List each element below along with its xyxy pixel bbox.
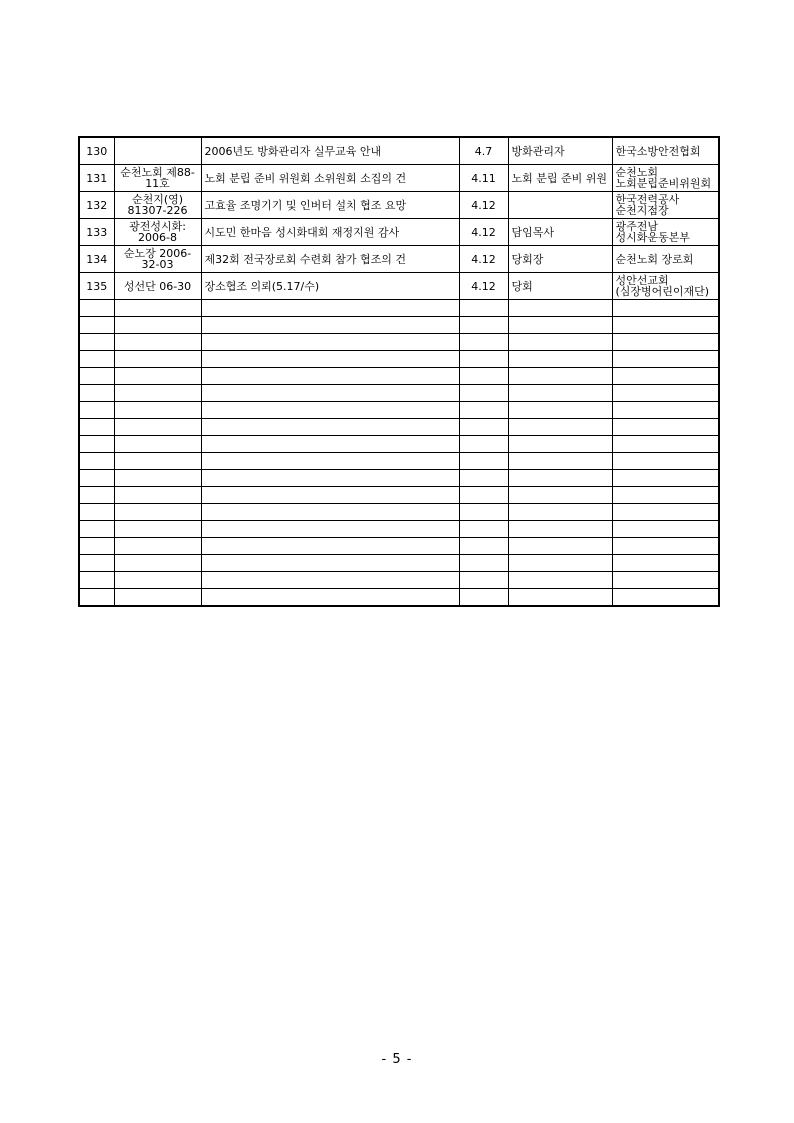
empty-table-row xyxy=(79,436,719,453)
page-number: - 5 - xyxy=(381,1052,413,1067)
empty-cell xyxy=(508,436,612,453)
sender: 순천노회 장로회 xyxy=(612,246,719,273)
empty-cell xyxy=(612,572,719,589)
empty-cell xyxy=(508,334,612,351)
received-date: 4.11 xyxy=(459,165,508,192)
empty-cell xyxy=(612,436,719,453)
record-number: 135 xyxy=(79,273,114,300)
empty-cell xyxy=(79,368,114,385)
document-reference: 순천노회 제88-11호 xyxy=(114,165,201,192)
document-reference: 순천지(영) 81307-226 xyxy=(114,192,201,219)
empty-cell xyxy=(114,368,201,385)
empty-cell xyxy=(114,317,201,334)
empty-cell xyxy=(201,300,459,317)
recipient: 당회 xyxy=(508,273,612,300)
empty-table-row xyxy=(79,300,719,317)
empty-cell xyxy=(201,419,459,436)
record-number: 131 xyxy=(79,165,114,192)
empty-cell xyxy=(508,555,612,572)
empty-cell xyxy=(508,368,612,385)
document-subject: 장소협조 의뢰(5.17/수) xyxy=(201,273,459,300)
empty-cell xyxy=(201,351,459,368)
document-reference: 성선단 06-30 xyxy=(114,273,201,300)
empty-cell xyxy=(459,572,508,589)
empty-cell xyxy=(79,521,114,538)
table-row xyxy=(79,165,719,192)
empty-cell xyxy=(79,470,114,487)
empty-cell xyxy=(79,487,114,504)
empty-cell xyxy=(508,521,612,538)
empty-cell xyxy=(79,555,114,572)
document-reference: 광전성시화: 2006-8 xyxy=(114,219,201,246)
empty-cell xyxy=(459,436,508,453)
empty-cell xyxy=(79,385,114,402)
empty-cell xyxy=(201,334,459,351)
empty-cell xyxy=(79,589,114,607)
empty-cell xyxy=(114,555,201,572)
received-date: 4.12 xyxy=(459,273,508,300)
document-subject: 고효율 조명기기 및 인버터 설치 협조 요망 xyxy=(201,192,459,219)
received-date: 4.12 xyxy=(459,192,508,219)
empty-cell xyxy=(201,436,459,453)
empty-cell xyxy=(114,572,201,589)
document-subject: 제32회 전국장로회 수련회 참가 협조의 건 xyxy=(201,246,459,273)
recipient xyxy=(508,192,612,219)
empty-cell xyxy=(508,572,612,589)
received-date: 4.12 xyxy=(459,246,508,273)
table-row xyxy=(79,137,719,165)
empty-cell xyxy=(612,470,719,487)
empty-table-row xyxy=(79,487,719,504)
empty-cell xyxy=(79,300,114,317)
empty-cell xyxy=(201,368,459,385)
empty-cell xyxy=(79,436,114,453)
sender: 순천노회 노회분립준비위원회 xyxy=(612,165,719,192)
empty-cell xyxy=(508,504,612,521)
empty-cell xyxy=(459,504,508,521)
empty-cell xyxy=(459,334,508,351)
empty-cell xyxy=(508,453,612,470)
empty-cell xyxy=(79,334,114,351)
empty-cell xyxy=(114,521,201,538)
empty-cell xyxy=(612,419,719,436)
document-subject: 2006년도 방화관리자 실무교육 안내 xyxy=(201,137,459,165)
empty-cell xyxy=(508,487,612,504)
empty-cell xyxy=(459,470,508,487)
empty-cell xyxy=(612,555,719,572)
table-row xyxy=(79,273,719,300)
empty-cell xyxy=(508,538,612,555)
document-reference xyxy=(114,137,201,165)
empty-cell xyxy=(79,453,114,470)
empty-cell xyxy=(79,419,114,436)
empty-table-row xyxy=(79,419,719,436)
empty-cell xyxy=(459,555,508,572)
empty-cell xyxy=(508,402,612,419)
empty-table-row xyxy=(79,402,719,419)
record-number: 132 xyxy=(79,192,114,219)
empty-cell xyxy=(612,334,719,351)
empty-cell xyxy=(612,385,719,402)
empty-cell xyxy=(459,521,508,538)
empty-cell xyxy=(459,317,508,334)
document-subject: 시도민 한마음 성시화대회 재정지원 감사 xyxy=(201,219,459,246)
document-reference: 순노장 2006-32-03 xyxy=(114,246,201,273)
empty-cell xyxy=(508,589,612,607)
empty-cell xyxy=(612,368,719,385)
empty-cell xyxy=(612,521,719,538)
empty-table-row xyxy=(79,538,719,555)
sender: 성안선교회(심장병어린이재단) xyxy=(612,273,719,300)
empty-table-row xyxy=(79,572,719,589)
empty-cell xyxy=(114,470,201,487)
empty-cell xyxy=(201,555,459,572)
empty-cell xyxy=(459,368,508,385)
empty-cell xyxy=(459,402,508,419)
empty-cell xyxy=(114,538,201,555)
sender: 한국소방안전협회 xyxy=(612,137,719,165)
empty-cell xyxy=(612,487,719,504)
empty-cell xyxy=(459,351,508,368)
table-row xyxy=(79,246,719,273)
empty-table-row xyxy=(79,521,719,538)
empty-cell xyxy=(201,504,459,521)
empty-cell xyxy=(201,589,459,607)
empty-cell xyxy=(508,351,612,368)
empty-cell xyxy=(459,385,508,402)
empty-table-row xyxy=(79,351,719,368)
empty-cell xyxy=(114,453,201,470)
sender: 한국전력공사 순천지점장 xyxy=(612,192,719,219)
empty-cell xyxy=(459,487,508,504)
received-date: 4.7 xyxy=(459,137,508,165)
empty-table-row xyxy=(79,385,719,402)
empty-cell xyxy=(508,385,612,402)
empty-cell xyxy=(459,300,508,317)
empty-cell xyxy=(79,504,114,521)
empty-table-row xyxy=(79,555,719,572)
empty-table-row xyxy=(79,453,719,470)
empty-cell xyxy=(114,487,201,504)
empty-table-row xyxy=(79,504,719,521)
empty-cell xyxy=(79,351,114,368)
empty-cell xyxy=(79,402,114,419)
empty-cell xyxy=(201,470,459,487)
empty-cell xyxy=(201,521,459,538)
empty-cell xyxy=(612,300,719,317)
empty-cell xyxy=(114,351,201,368)
empty-table-row xyxy=(79,334,719,351)
empty-cell xyxy=(612,589,719,607)
empty-cell xyxy=(508,470,612,487)
empty-cell xyxy=(612,351,719,368)
empty-cell xyxy=(201,572,459,589)
empty-cell xyxy=(459,589,508,607)
record-number: 133 xyxy=(79,219,114,246)
table-row xyxy=(79,219,719,246)
empty-cell xyxy=(79,317,114,334)
record-number: 134 xyxy=(79,246,114,273)
received-date: 4.12 xyxy=(459,219,508,246)
empty-cell xyxy=(612,402,719,419)
empty-cell xyxy=(459,419,508,436)
empty-cell xyxy=(508,419,612,436)
recipient: 방화관리자 xyxy=(508,137,612,165)
empty-cell xyxy=(114,436,201,453)
empty-cell xyxy=(508,317,612,334)
empty-table-row xyxy=(79,317,719,334)
empty-cell xyxy=(79,538,114,555)
empty-cell xyxy=(201,487,459,504)
empty-table-row xyxy=(79,589,719,607)
empty-cell xyxy=(114,589,201,607)
empty-cell xyxy=(612,504,719,521)
empty-cell xyxy=(612,538,719,555)
empty-cell xyxy=(201,453,459,470)
recipient: 당회장 xyxy=(508,246,612,273)
empty-cell xyxy=(114,402,201,419)
record-number: 130 xyxy=(79,137,114,165)
empty-cell xyxy=(459,538,508,555)
recipient: 담임목사 xyxy=(508,219,612,246)
empty-cell xyxy=(114,504,201,521)
empty-table-row xyxy=(79,368,719,385)
register-body xyxy=(79,137,719,606)
empty-cell xyxy=(201,317,459,334)
document-register-table xyxy=(78,136,720,607)
document-subject: 노회 분립 준비 위원회 소위원회 소집의 건 xyxy=(201,165,459,192)
empty-table-row xyxy=(79,470,719,487)
empty-cell xyxy=(114,419,201,436)
empty-cell xyxy=(114,300,201,317)
empty-cell xyxy=(459,453,508,470)
empty-cell xyxy=(114,385,201,402)
empty-cell xyxy=(508,300,612,317)
empty-cell xyxy=(201,385,459,402)
empty-cell xyxy=(201,402,459,419)
empty-cell xyxy=(79,572,114,589)
sender: 광주전남 성시화운동본부 xyxy=(612,219,719,246)
recipient: 노회 분립 준비 위원 xyxy=(508,165,612,192)
empty-cell xyxy=(612,317,719,334)
empty-cell xyxy=(114,334,201,351)
empty-cell xyxy=(612,453,719,470)
empty-cell xyxy=(201,538,459,555)
table-row xyxy=(79,192,719,219)
